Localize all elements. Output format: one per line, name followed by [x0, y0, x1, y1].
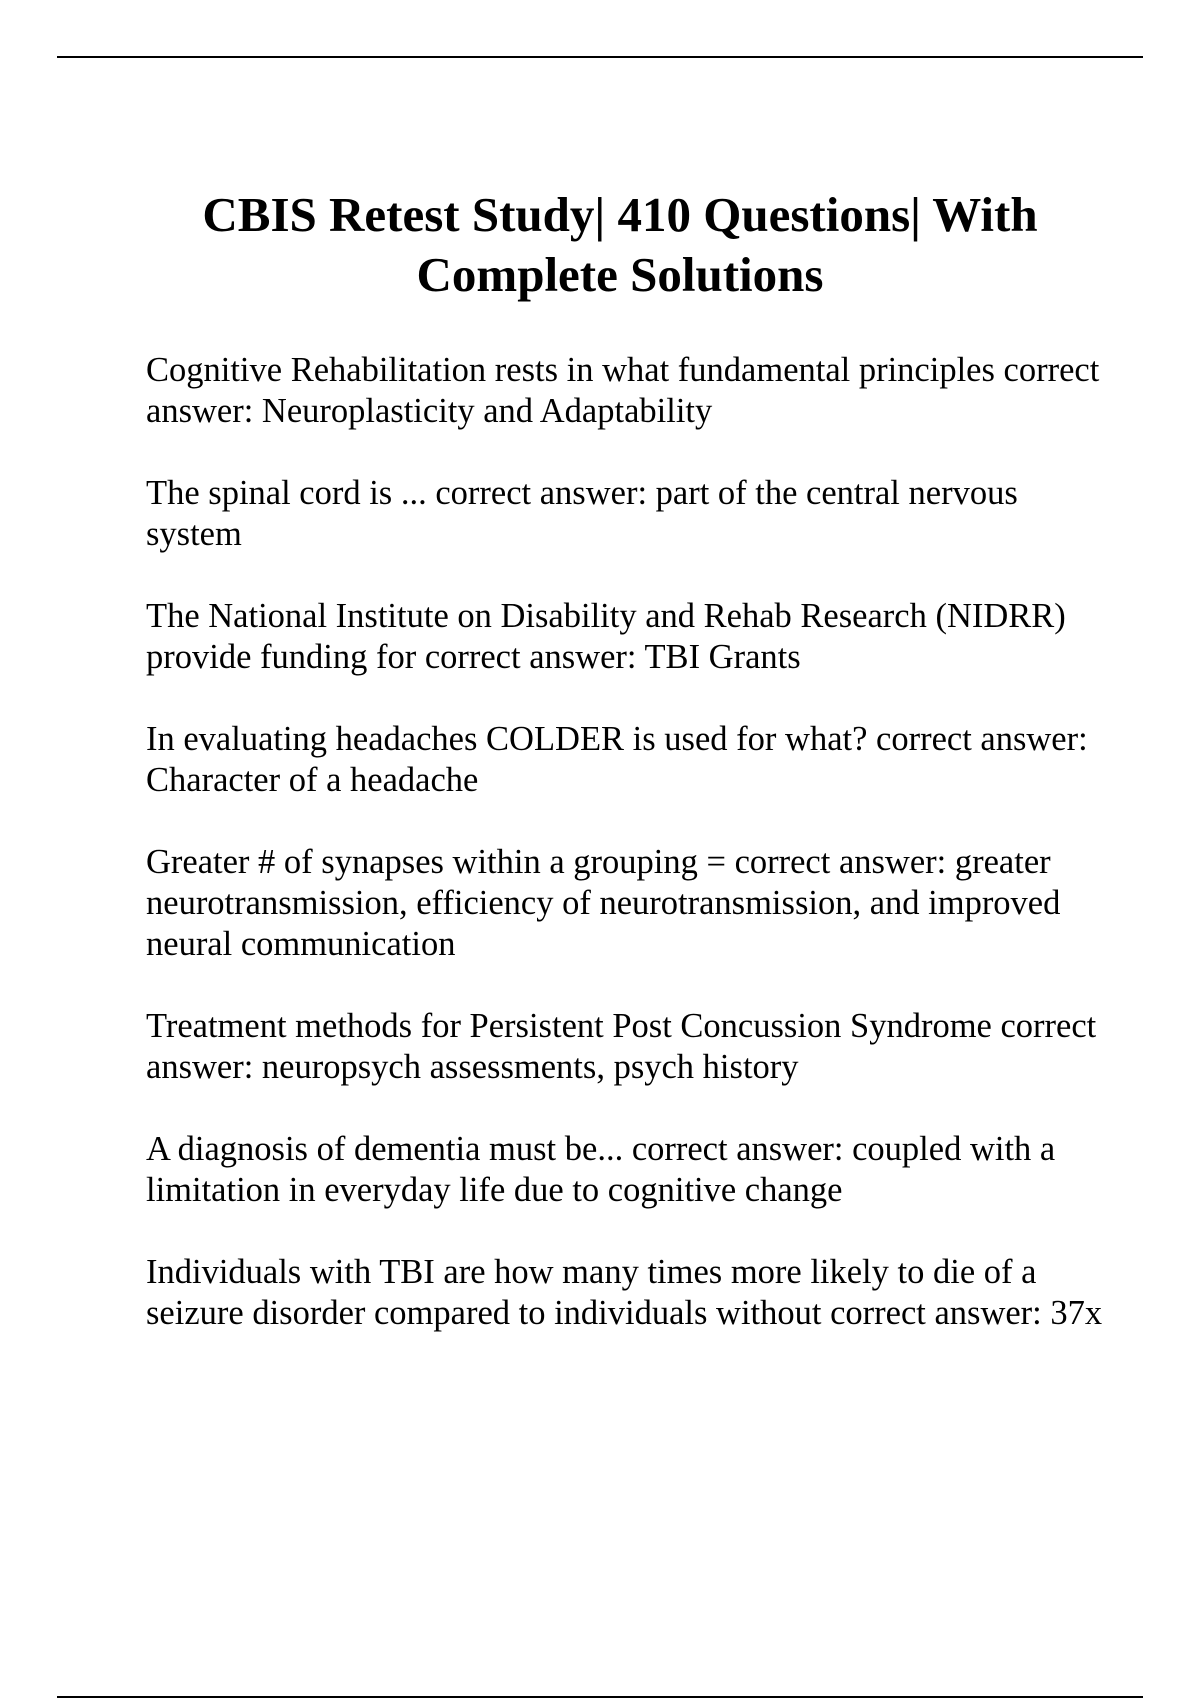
header-rule — [57, 56, 1143, 58]
qa-item: A diagnosis of dementia must be... correct answer: coupled with a limitation in everyday life due to cognitive change — [146, 1130, 1056, 1209]
qa-list — [146, 350, 1106, 1375]
qa-item: Greater # of synapses within a grouping = correct answer: greater neurotransmission, efficiency of neurotransmission, and improved neural communication — [146, 843, 1061, 963]
footer-rule — [57, 1696, 1143, 1698]
qa-item: In evaluating headaches COLDER is used for what? correct answer: Character of a headache — [146, 720, 1088, 799]
page-title: CBIS Retest Study| 410 Questions| With Complete Solutions — [202, 187, 1038, 302]
qa-item: Cognitive Rehabilitation rests in what fundamental principles correct answer: Neuroplasticity and Adaptability — [146, 351, 1100, 430]
qa-item: Treatment methods for Persistent Post Concussion Syndrome correct answer: neuropsych assessments, psych history — [146, 1007, 1097, 1086]
qa-item: Individuals with TBI are how many times more likely to die of a seizure disorder compared to individuals without correct answer: 37x — [146, 1253, 1103, 1332]
qa-item: The National Institute on Disability and Rehab Research (NIDRR) provide funding for correct answer: TBI Grants — [146, 597, 1066, 676]
qa-item: The spinal cord is ... correct answer: part of the central nervous system — [146, 474, 1018, 553]
